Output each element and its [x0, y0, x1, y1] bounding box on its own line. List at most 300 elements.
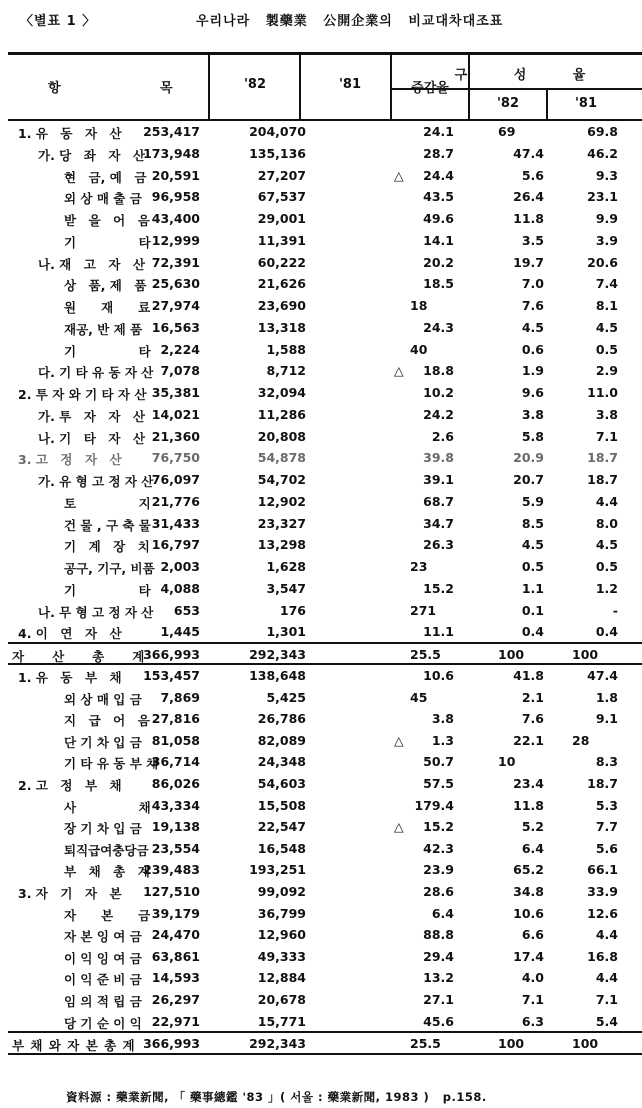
composition-81: 47.4	[587, 668, 618, 683]
composition-81: 100	[572, 647, 599, 662]
composition-81: 2.9	[595, 363, 618, 379]
change-rate-value: 18.5	[423, 276, 454, 292]
table-row	[0, 360, 642, 382]
change-rate-value: 24.1	[423, 124, 454, 139]
value-82: 31,433	[151, 515, 200, 531]
value-81: 67,537	[257, 189, 306, 205]
change-rate	[410, 992, 470, 1007]
value-82: 63,861	[151, 948, 200, 964]
change-rate	[410, 146, 470, 161]
table-row	[0, 143, 642, 165]
value-81: 138,648	[249, 668, 306, 683]
negative-triangle-icon: △	[394, 167, 404, 183]
change-rate-value: 42.3	[423, 840, 454, 856]
row-label: 부 채 총 계	[64, 864, 150, 880]
composition-82: 10.6	[513, 905, 544, 921]
composition-82: 7.6	[521, 298, 544, 313]
change-rate	[410, 450, 470, 465]
change-rate	[410, 711, 470, 726]
change-rate-value: 26.3	[423, 537, 454, 553]
change-rate-value: 24.3	[423, 319, 454, 335]
change-rate-value: 40	[410, 341, 428, 357]
value-82: 36,714	[151, 754, 200, 770]
composition-82: 11.8	[513, 211, 544, 226]
composition-82: 20.9	[513, 450, 544, 466]
composition-81: 4.4	[595, 970, 618, 986]
change-rate	[394, 167, 470, 183]
row-label: 임 의 적 립 금	[64, 994, 142, 1009]
table-row	[0, 708, 642, 730]
composition-81: 18.7	[587, 472, 618, 487]
row-label: 지 급 어 음	[64, 713, 150, 729]
change-rate	[410, 647, 470, 662]
value-82: 127,510	[143, 884, 200, 899]
row-label: 장 기 차 입 금	[64, 821, 142, 837]
row-label: 재공, 반 제 품	[64, 321, 143, 337]
change-rate-value: 24.2	[423, 406, 454, 422]
composition-81: 16.8	[587, 948, 618, 964]
composition-82: 6.3	[521, 1013, 544, 1029]
table-row	[0, 665, 642, 687]
value-82: 76,750	[151, 450, 200, 466]
composition-82: 34.8	[513, 884, 544, 899]
change-rate-value: 18	[410, 298, 428, 313]
table-row	[0, 838, 642, 860]
header-comp-81: '81	[574, 96, 598, 111]
composition-81: 28	[572, 732, 590, 748]
table-row	[0, 447, 642, 469]
change-rate-value: 271	[410, 602, 437, 618]
change-rate-value: 14.1	[423, 232, 454, 248]
composition-82: 6.4	[521, 840, 544, 856]
row-label: 원 재 료	[64, 300, 151, 315]
row-label: 1. 유 동 부 채	[18, 670, 122, 685]
header-comp-82: '82	[496, 96, 520, 111]
change-rate	[394, 819, 470, 835]
value-81: 292,343	[249, 1036, 306, 1051]
header-item-right: 목	[160, 81, 173, 96]
change-rate-value: 43.5	[423, 189, 454, 205]
composition-82: 1.9	[521, 363, 544, 379]
table-row	[0, 534, 642, 556]
value-82: 153,457	[143, 668, 200, 683]
change-rate	[410, 276, 470, 291]
change-rate	[410, 429, 470, 444]
composition-82: 7.0	[521, 276, 544, 292]
row-label: 가. 당 좌 자 산	[38, 147, 145, 163]
composition-82: 65.2	[513, 862, 544, 878]
composition-82: 6.6	[521, 927, 544, 943]
composition-81: 8.3	[595, 754, 618, 770]
negative-triangle-icon: △	[394, 732, 404, 748]
value-81: 12,902	[257, 493, 306, 509]
value-81: 1,628	[266, 559, 306, 574]
value-82: 27,816	[151, 711, 200, 727]
row-label: 받 을 어 음	[64, 213, 150, 228]
col-divider	[546, 88, 548, 120]
value-81: 60,222	[257, 254, 306, 270]
change-rate	[410, 668, 470, 683]
composition-81: 8.0	[595, 515, 618, 531]
change-rate	[394, 732, 470, 748]
row-label: 상 품, 제 품	[64, 278, 147, 294]
composition-82: 2.1	[521, 689, 544, 705]
table-row	[0, 730, 642, 752]
table-row	[0, 621, 642, 643]
table-row	[0, 600, 642, 622]
change-rate-value: 88.8	[423, 927, 454, 943]
header-81: '81	[338, 77, 362, 92]
value-81: 23,690	[257, 298, 306, 313]
table-row	[0, 230, 642, 252]
table-row	[0, 924, 642, 946]
row-label: 기 타 유 동 부 채	[64, 756, 159, 772]
row-label: 기 타	[64, 234, 151, 250]
source-note: 資料源 : 藥業新聞, 「 藥事總鑑 '83 」( 서울 : 藥業新聞, 1983 ) p.158.	[66, 1090, 487, 1104]
change-rate-value: 20.2	[423, 254, 454, 270]
table-row	[0, 491, 642, 513]
change-rate-value: 45	[410, 689, 428, 705]
change-rate	[410, 1014, 470, 1029]
value-81: 27,207	[257, 167, 306, 183]
value-81: 36,799	[257, 905, 306, 921]
composition-82: 0.1	[521, 602, 544, 618]
change-rate	[410, 255, 470, 270]
table-row	[0, 1033, 642, 1055]
value-82: 86,026	[151, 776, 200, 791]
change-rate	[410, 211, 470, 226]
row-label: 당 기 순 이 익	[64, 1015, 142, 1031]
value-81: 29,001	[257, 211, 306, 226]
change-rate-value: 50.7	[423, 754, 454, 770]
row-label: 3. 고 정 자 산	[18, 452, 122, 468]
value-82: 35,381	[151, 385, 200, 400]
change-rate-value: 23.9	[423, 862, 454, 878]
composition-81: 9.3	[595, 167, 618, 183]
composition-82: 5.9	[521, 493, 544, 509]
table-row	[0, 121, 642, 143]
value-82: 43,334	[151, 797, 200, 813]
composition-81: 0.5	[595, 341, 618, 357]
change-rate-value: 29.4	[423, 948, 454, 964]
composition-82: 4.0	[521, 970, 544, 986]
row-label: 1. 유 동 자 산	[18, 126, 122, 141]
composition-81: 9.1	[595, 711, 618, 727]
composition-82: 20.7	[513, 472, 544, 487]
change-rate-value: 28.6	[423, 884, 454, 899]
change-rate	[410, 754, 470, 769]
composition-81: 23.1	[587, 189, 618, 205]
row-label: 2. 고 정 부 채	[18, 778, 122, 793]
value-81: 20,678	[257, 992, 306, 1007]
composition-82: 3.5	[521, 232, 544, 248]
table-row	[0, 165, 642, 187]
value-82: 20,591	[151, 167, 200, 183]
negative-triangle-icon: △	[394, 819, 404, 835]
value-82: 2,224	[160, 341, 200, 357]
value-82: 81,058	[151, 732, 200, 748]
value-81: 12,960	[257, 927, 306, 943]
row-label: 부 채 와 자 본 총 계	[12, 1038, 136, 1053]
change-rate	[410, 690, 470, 705]
value-81: 5,425	[266, 689, 306, 705]
value-81: 82,089	[257, 732, 306, 748]
row-label: 4. 이 연 자 산	[18, 626, 122, 642]
composition-82: 26.4	[513, 189, 544, 205]
row-label: 현 금, 예 금	[64, 169, 147, 185]
composition-82: 9.6	[521, 385, 544, 400]
row-label: 가. 유 형 고 정 자 산	[38, 474, 154, 489]
row-label: 기 타	[64, 582, 151, 598]
change-rate-value: 25.5	[410, 647, 441, 662]
value-81: 23,327	[257, 515, 306, 531]
change-rate-value: 1.3	[431, 732, 454, 748]
value-81: 135,136	[249, 145, 306, 161]
change-rate	[394, 363, 470, 379]
value-82: 19,138	[151, 819, 200, 835]
row-label: 공구, 기구, 비품	[64, 561, 155, 576]
composition-82: 5.2	[521, 819, 544, 835]
change-rate-value: 45.6	[423, 1013, 454, 1029]
table-top-rule	[8, 52, 642, 55]
change-rate-value: 27.1	[423, 992, 454, 1007]
value-81: 12,884	[257, 970, 306, 986]
value-82: 7,078	[160, 363, 200, 379]
change-rate	[410, 776, 470, 791]
table-row	[0, 273, 642, 295]
composition-81: 7.7	[595, 819, 618, 835]
change-rate-value: 15.2	[423, 580, 454, 596]
value-81: 204,070	[249, 124, 306, 139]
value-81: 15,771	[257, 1013, 306, 1029]
composition-81: 3.9	[595, 232, 618, 248]
row-label: 건 물 , 구 축 물	[64, 517, 151, 533]
row-label: 외 상 매 출 금	[64, 191, 142, 207]
table-row	[0, 556, 642, 578]
value-82: 26,297	[151, 992, 200, 1007]
value-82: 239,483	[143, 862, 200, 878]
change-rate	[410, 581, 470, 596]
composition-81: 4.5	[595, 537, 618, 553]
value-81: 21,626	[257, 276, 306, 292]
value-82: 16,563	[151, 319, 200, 335]
negative-triangle-icon: △	[394, 363, 404, 379]
value-82: 253,417	[143, 124, 200, 139]
composition-81: 1.8	[595, 689, 618, 705]
value-81: 13,318	[257, 319, 306, 335]
row-label: 3. 자 기 자 본	[18, 886, 122, 901]
change-rate	[410, 342, 470, 357]
value-82: 366,993	[143, 647, 200, 662]
table-row	[0, 946, 642, 968]
composition-82: 47.4	[513, 145, 544, 161]
value-82: 14,593	[151, 970, 200, 986]
table-row	[0, 186, 642, 208]
value-82: 39,179	[151, 905, 200, 921]
table-row	[0, 252, 642, 274]
change-rate	[410, 407, 470, 422]
change-rate-value: 2.6	[431, 428, 454, 444]
composition-82: 4.5	[521, 537, 544, 553]
composition-81: 69.8	[587, 124, 618, 139]
value-81: 292,343	[249, 647, 306, 662]
table-row	[0, 644, 642, 666]
row-label: 토 지	[64, 495, 151, 511]
value-82: 14,021	[151, 406, 200, 422]
change-rate-value: 57.5	[423, 776, 454, 791]
table-row	[0, 339, 642, 361]
change-rate	[410, 603, 470, 618]
change-rate-value: 68.7	[423, 493, 454, 509]
composition-82: 22.1	[513, 732, 544, 748]
row-label: 기 계 장 치	[64, 539, 150, 555]
value-82: 76,097	[151, 472, 200, 487]
value-82: 25,630	[151, 276, 200, 292]
header-change: 증감율	[411, 81, 449, 96]
change-rate-value: 49.6	[423, 211, 454, 226]
value-81: 54,603	[257, 776, 306, 791]
value-81: 16,548	[257, 840, 306, 856]
change-rate-value: 23	[410, 559, 428, 574]
change-rate	[410, 841, 470, 856]
change-rate-value: 39.1	[423, 472, 454, 487]
row-label: 단 기 차 입 금	[64, 734, 142, 750]
composition-82: 11.8	[513, 797, 544, 813]
composition-81: 4.5	[595, 319, 618, 335]
composition-81: 18.7	[587, 776, 618, 791]
value-82: 16,797	[151, 537, 200, 553]
composition-81: 7.4	[595, 276, 618, 292]
change-rate	[410, 798, 470, 813]
value-82: 21,360	[151, 428, 200, 444]
row-label: 나. 재 고 자 산	[38, 256, 145, 272]
value-81: 54,878	[257, 450, 306, 466]
value-81: 26,786	[257, 711, 306, 727]
value-81: 32,094	[257, 385, 306, 400]
composition-82: 0.4	[521, 624, 544, 640]
row-label: 자 본 잉 여 금	[64, 929, 142, 945]
change-rate	[410, 494, 470, 509]
change-rate	[410, 884, 470, 899]
value-82: 12,999	[151, 232, 200, 248]
value-82: 4,088	[160, 580, 200, 596]
composition-82: 7.1	[521, 992, 544, 1007]
composition-82: 5.6	[521, 167, 544, 183]
value-82: 23,554	[151, 840, 200, 856]
table-row	[0, 317, 642, 339]
composition-82: 41.8	[513, 668, 544, 683]
table-row	[0, 404, 642, 426]
header-item-left: 항	[48, 81, 61, 96]
change-rate	[410, 970, 470, 985]
change-rate-value: 24.4	[423, 167, 454, 183]
row-label: 외 상 매 입 금	[64, 691, 142, 707]
table-row	[0, 816, 642, 838]
composition-81: 0.5	[595, 559, 618, 574]
change-rate-value: 10.6	[423, 668, 454, 683]
change-rate	[410, 1036, 470, 1051]
value-81: 24,348	[257, 754, 306, 770]
value-82: 96,958	[151, 189, 200, 205]
change-rate-value: 18.8	[423, 363, 454, 379]
composition-82: 10	[498, 754, 516, 770]
table-row	[0, 578, 642, 600]
composition-81: 1.2	[595, 580, 618, 596]
row-label: 가. 투 자 자 산	[38, 408, 145, 424]
change-rate-value: 28.7	[423, 145, 454, 161]
value-81: 8,712	[266, 363, 306, 379]
row-label: 사 채	[64, 799, 151, 815]
composition-82: 8.5	[521, 515, 544, 531]
table-row	[0, 208, 642, 230]
composition-82: 69	[498, 124, 516, 139]
composition-82: 5.8	[521, 428, 544, 444]
composition-82: 0.5	[521, 559, 544, 574]
change-rate	[410, 385, 470, 400]
value-81: 1,301	[266, 624, 306, 640]
composition-81: 66.1	[587, 862, 618, 878]
value-82: 21,776	[151, 493, 200, 509]
change-rate-value: 10.2	[423, 385, 454, 400]
row-label: 다. 기 타 유 동 자 산	[38, 365, 154, 381]
composition-82: 0.6	[521, 341, 544, 357]
row-label: 퇴직급여충당금	[64, 842, 149, 858]
table-row	[0, 967, 642, 989]
row-label: 기 타	[64, 343, 151, 359]
table-row	[0, 773, 642, 795]
table-row	[0, 295, 642, 317]
composition-81: 3.8	[595, 406, 618, 422]
value-82: 173,948	[143, 145, 200, 161]
change-rate	[410, 298, 470, 313]
composition-82: 100	[498, 647, 525, 662]
value-81: 13,298	[257, 537, 306, 553]
change-rate-value: 6.4	[431, 905, 454, 921]
change-rate	[410, 537, 470, 552]
change-rate	[410, 124, 470, 139]
table-row	[0, 513, 642, 535]
composition-81: 11.0	[587, 385, 618, 400]
table-row	[0, 426, 642, 448]
change-rate	[410, 906, 470, 921]
header-composition: 구 성 율	[454, 68, 586, 83]
change-rate-value: 34.7	[423, 515, 454, 531]
table-row	[0, 1011, 642, 1033]
composition-81: 100	[572, 1036, 599, 1051]
change-rate-value: 3.8	[431, 711, 454, 727]
composition-81: 0.4	[595, 624, 618, 640]
col-divider	[208, 53, 210, 120]
change-rate-value: 15.2	[423, 819, 454, 835]
header-82: '82	[243, 77, 267, 92]
table-row	[0, 382, 642, 404]
row-label: 이 익 잉 여 금	[64, 950, 142, 966]
change-rate	[410, 862, 470, 877]
composition-81: 5.6	[595, 840, 618, 856]
composition-81: -	[612, 602, 618, 618]
value-82: 7,869	[160, 689, 200, 705]
change-rate	[410, 624, 470, 639]
table-title: 우리나라 製藥業 公開企業의 비교대차대조표	[196, 14, 504, 29]
change-rate	[410, 516, 470, 531]
table-tag: 〈별표 1 〉	[20, 14, 97, 29]
row-label: 이 익 준 비 금	[64, 972, 142, 988]
composition-81: 12.6	[587, 905, 618, 921]
change-rate	[410, 559, 470, 574]
table-row	[0, 989, 642, 1011]
composition-81: 20.6	[587, 254, 618, 270]
row-label: 자 본 금	[64, 907, 151, 923]
